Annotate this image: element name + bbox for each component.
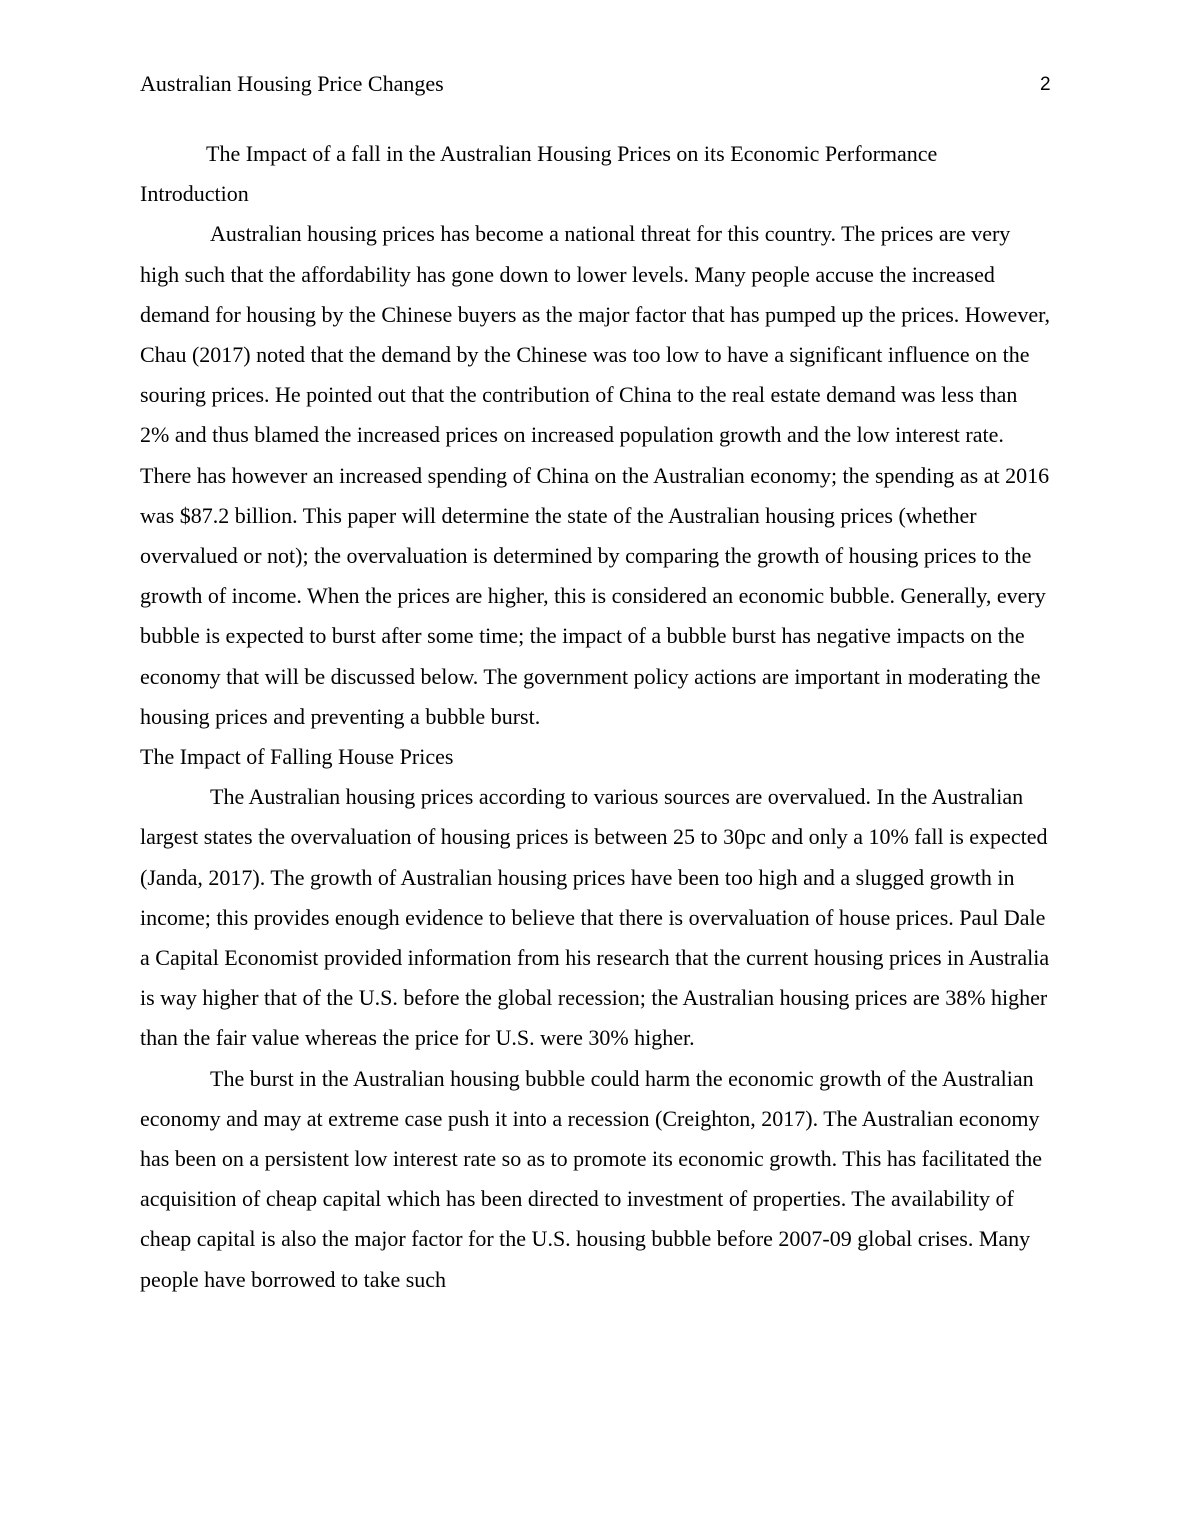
section-heading-introduction: Introduction: [140, 181, 249, 207]
intro-paragraph: Australian housing prices has become a national threat for this country. The prices are very high such that the affordability has gone down to lower levels. Many people accuse the increased demand for housing by the Chinese buyers as the major factor that has pumped up the prices. However, Chau (2017) noted that the demand by the Chinese was too low to have a significant influence on the souring prices. He pointed out that the contribution of China to the real estate demand was less than 2% and thus blamed the increased prices on increased population growth and the low interest rate. There has however an increased spending of China on the Australian economy; the spending as at 2016 was $87.2 billion. This paper will determine the state of the Australian housing prices (whether overvalued or not); the overvaluation is determined by comparing the growth of housing prices to the growth of income. When the prices are higher, this is considered an economic bubble. Generally, every bubble is expected to burst after some time; the impact of a bubble burst has negative impacts on the economy that will be discussed below. The government policy actions are important in moderating the housing prices and preventing a bubble burst.: [140, 221, 1051, 729]
running-head: Australian Housing Price Changes: [140, 71, 444, 96]
document-body: [140, 134, 1052, 1300]
impact-paragraph-1: The Australian housing prices according to various sources are overvalued. In the Australian largest states the overvaluation of housing prices is between 25 to 30pc and only a 10% fall is expected (Janda, 2017). The growth of Australian housing prices have been too high and a slugged growth in income; this provides enough evidence to believe that there is overvaluation of house prices. Paul Dale a Capital Economist provided information from his research that the current housing prices in Australia is way higher that of the U.S. before the global recession; the Australian housing prices are 38% higher than the fair value whereas the price for U.S. were 30% higher.: [140, 784, 1050, 1051]
document-title: The Impact of a fall in the Australian Housing Prices on its Economic Performance: [206, 141, 938, 166]
impact-paragraph-2: The burst in the Australian housing bubble could harm the economic growth of the Australian economy and may at extreme case push it into a recession (Creighton, 2017). The Australian economy has been on a persistent low interest rate so as to promote its economic growth. This has facilitated the acquisition of cheap capital which has been directed to investment of properties. The availability of cheap capital is also the major factor for the U.S. housing bubble before 2007-09 global crises. Many people have borrowed to take such: [140, 1065, 1042, 1292]
section-heading-impact: The Impact of Falling House Prices: [140, 744, 454, 770]
page-number: 2: [1040, 74, 1051, 95]
